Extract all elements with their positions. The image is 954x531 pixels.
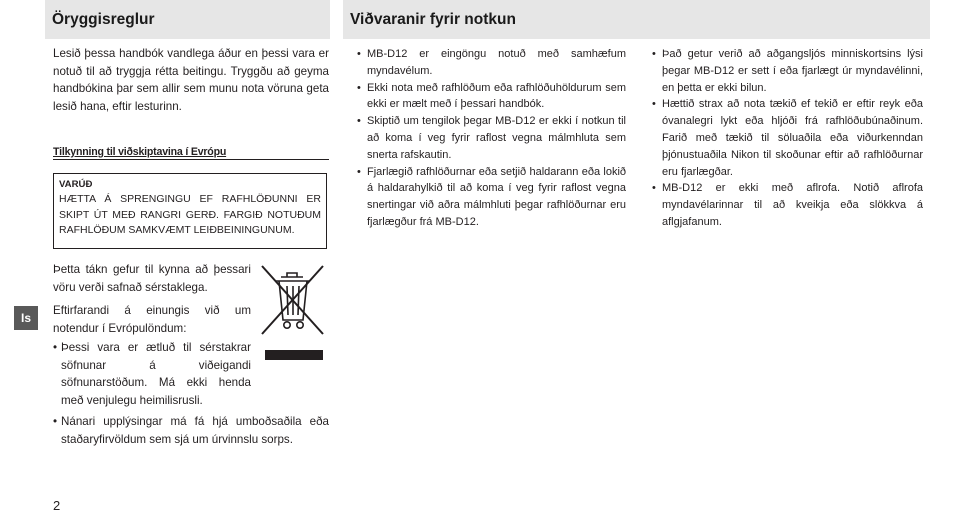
europe-notice-heading: Tilkynning til viðskiptavina í Evrópu: [53, 146, 329, 160]
list-item: • Nánari upplýsingar má fá hjá umboðsaðila eða staðaryfirvöldum sem sjá um úrvinnslu sorps.: [53, 413, 329, 448]
language-tab: Is: [14, 306, 38, 330]
caution-box: [53, 173, 327, 249]
list-item: • Hættið strax að nota tækið ef tekið er eftir reyk eða óvanalegri lykt eða hljóði frá rafhlöðubúnaðinum. Farið með tækið til söluaðila eða viðurkenndan þjónustuaðila Nikon til skoðunar eftir að rafhlöðurnar eru fjarlægðar.: [653, 96, 923, 180]
symbol-description: Þetta tákn gefur til kynna að þessari vöru verði safnað sérstaklega.: [53, 263, 251, 294]
list-item: • Fjarlægið rafhlöðurnar eða setjið haldarann eða lokið á haldarahylkið til að koma í veg fyrir raflost vegna snertingar við aðra málmhluti þegar rafhlöðurnar eru fjarlægður frá MB-D12.: [358, 164, 626, 231]
list-item: • Skiptið um tengilok þegar MB-D12 er ekki í notkun til að koma í veg fyrir raflost vegna málmhluta sem snerta rafskautin.: [358, 113, 626, 163]
list-item: • MB-D12 er ekki með aflrofa. Notið aflrofa myndavélarinnar til að kveikja eða slökkva á aflgjafanum.: [653, 180, 923, 230]
caution-text: HÆTTA Á SPRENGINGU EF RAFHLÖÐUNNI ER SKIPT ÚT MEÐ RANGRI GERÐ. FARGIÐ NOTUÐUM RAFHLÖÐUM SAMKVÆMT LEIÐBEININGUNUM.: [59, 193, 321, 237]
page-number: 2: [53, 498, 61, 513]
section-header-warnings: Viðvaranir fyrir notkun: [343, 0, 930, 39]
warnings-column-2: [653, 46, 923, 231]
warnings-column-1: [358, 46, 626, 231]
list-item: • Þessi vara er ætluð til sérstakrar söfnunar á viðeigandi söfnunarstöðum. Má ekki henda með venjulegu heimilisrusli.: [53, 339, 251, 409]
crossed-out-wheeled-bin-icon: [259, 262, 327, 362]
eu-applicability-text: Eftirfarandi á einungis við um notendur í Evrópulöndum:: [53, 304, 251, 335]
list-item: • Það getur verið að aðgangsljós minniskortsins lýsi þegar MB-D12 er sett í eða fjarlægt úr myndavélinni, en þetta er ekki bilun.: [653, 46, 923, 96]
caution-title: VARÚÐ: [59, 179, 93, 190]
list-item: • MB-D12 er eingöngu notuð með samhæfum myndavélum.: [358, 46, 626, 80]
section-header-safety: Öryggisreglur: [45, 0, 330, 39]
intro-paragraph: Lesið þessa handbók vandlega áður en þessi vara er notuð til að tryggja rétta beitingu. Tryggðu að geyma handbókina þar sem allir sem munu nota vöruna geta lesið hana, eftir lesturinn.: [53, 47, 329, 113]
list-item: • Ekki nota með rafhlöðum eða rafhlöðuhöldurum sem ekki er mælt með í þessari handbók.: [358, 80, 626, 114]
